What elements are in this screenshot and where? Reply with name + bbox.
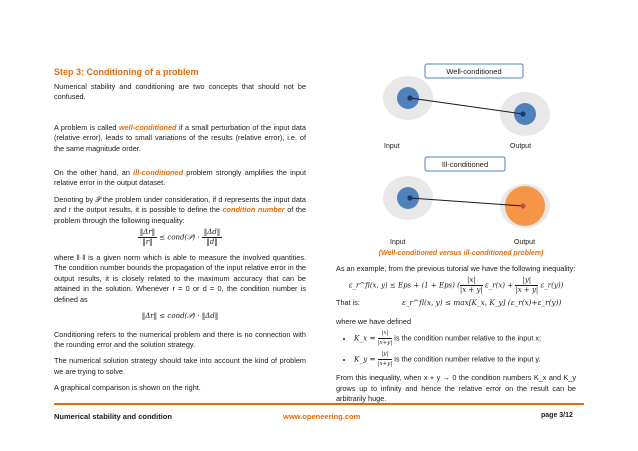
that-is-label: That is: bbox=[336, 298, 360, 308]
paragraph-example: As an example, from the previous tutorial we have the following inequality: bbox=[336, 264, 576, 273]
that-is-row bbox=[336, 298, 576, 308]
section-title: Step 3: Conditioning of a problem bbox=[54, 67, 199, 77]
kx-description: is the condition number relative to the input x; bbox=[394, 333, 542, 343]
paragraph-conditioning: Conditioning refers to the numerical problem and there is no connection with the rounding error and the solution strategy. bbox=[54, 329, 306, 349]
fraction-x bbox=[460, 276, 483, 295]
term-ill-conditioned: ill-conditioned bbox=[133, 168, 184, 178]
output-point-1 bbox=[520, 111, 525, 116]
fraction-kx bbox=[378, 329, 393, 348]
footer-website-link[interactable]: www.openeering.com bbox=[283, 412, 361, 421]
frac-num: ‖Δd‖ bbox=[203, 228, 221, 237]
paragraph-conclusion: From this inequality, when x + y → 0 the condition numbers K_x and K_y grows up to infinity and hence the relative error on the result can be arbitrarily huge. bbox=[336, 373, 576, 404]
conditioning-diagram bbox=[380, 61, 570, 252]
paragraph-ill-conditioned bbox=[54, 168, 306, 189]
equation-fl-bound: ε_r^fl(x, y) ≤ Eps + (1 + Eps) ( $\frac{|x|}{|x + y|}$ ε_r(x) + $\frac{|y|}{|x + y|}$ ε_r(y)) bbox=[348, 276, 564, 295]
kx-symbol: K_x = bbox=[354, 333, 376, 343]
footer-title: Numerical stability and condition bbox=[54, 412, 172, 421]
frac-den: ‖d‖ bbox=[206, 238, 218, 247]
equation-max-bound: ε_r^fl(x, y) ≤ max[K_x, K_y] (ε_r(x)+ε_r(y)) bbox=[401, 298, 562, 308]
fraction-y bbox=[515, 276, 538, 295]
frac-den: ‖r‖ bbox=[142, 238, 153, 247]
equation-absolute: ‖Δr‖ ≤ cond(𝒫) · ‖Δd‖ bbox=[141, 312, 219, 321]
frac-num: |x| bbox=[378, 329, 393, 339]
paragraph-condition-number bbox=[54, 195, 306, 226]
frac-num: |y| bbox=[378, 350, 393, 360]
ky-description: is the condition number relative to the input y. bbox=[394, 354, 541, 364]
paragraph-strategy: The numerical solution strategy should take into account the kind of problem we are trying to solve. bbox=[54, 356, 306, 376]
frac-num: ‖Δr‖ bbox=[139, 228, 156, 237]
eq-mid: ≤ cond(𝒫) · bbox=[159, 233, 200, 242]
left-column bbox=[54, 66, 306, 394]
paragraph-where: where we have defined bbox=[336, 316, 412, 326]
text: if a small perturbation of the input data (relative error), leads to small variations of the results (relative error), i.e. of the same magnitude order. bbox=[54, 122, 306, 153]
text: Denoting by 𝒫 the problem under consideration, if d represents the input data and r the output results, it is possible to define the bbox=[54, 194, 306, 215]
output-label-2: Output bbox=[514, 239, 536, 246]
text: On the other hand, an bbox=[54, 168, 134, 178]
text: problem strongly amplifies the input relative error in the output dataset. bbox=[54, 168, 306, 188]
eq-lhs: ε_r^fl(x, y) ≤ Eps + (1 + Eps) bbox=[348, 281, 455, 290]
input-point-1 bbox=[407, 95, 412, 100]
definition-ky bbox=[354, 350, 576, 369]
footer-divider bbox=[54, 403, 584, 405]
fraction-ky bbox=[378, 350, 393, 369]
text: A problem is called bbox=[54, 122, 119, 132]
output-label-1: Output bbox=[510, 143, 532, 150]
frac-den: |x + y| bbox=[515, 286, 539, 295]
right-column bbox=[336, 264, 576, 404]
frac-den: |x+y| bbox=[377, 340, 393, 347]
diagram-svg bbox=[380, 61, 570, 247]
fraction-output bbox=[138, 228, 157, 247]
ill-conditioned-label: Ill-conditioned bbox=[441, 160, 489, 169]
eq-term: ε_r(x) + bbox=[485, 281, 514, 290]
well-conditioned-label: Well-conditioned bbox=[446, 67, 502, 76]
input-label-1: Input bbox=[384, 143, 400, 150]
text: of the problem through the following inequality: bbox=[54, 205, 307, 225]
output-point-2 bbox=[520, 203, 525, 208]
equation-condition-number bbox=[54, 228, 306, 247]
paragraph-norm: where ‖·‖ is a given norm which is able to measure the involved quantities. The condition number bounds the propagation of the input relative error in the output results, it is closely related to the maximum accuracy that can be attained in the solution. Whenever r = 0 or d = 0, the condition number is defined as bbox=[54, 253, 306, 304]
frac-num: |y| bbox=[515, 276, 538, 286]
eq-term: ε_r(y) bbox=[540, 281, 561, 290]
term-well-conditioned: well-conditioned bbox=[118, 122, 177, 132]
definition-kx bbox=[354, 329, 576, 348]
frac-den: |x + y| bbox=[459, 286, 483, 295]
input-point-2 bbox=[407, 195, 412, 200]
ky-symbol: K_y = bbox=[354, 354, 376, 364]
frac-den: |x+y| bbox=[377, 361, 393, 368]
diagram-caption: (Well-conditioned versus ill-conditioned problem) bbox=[378, 250, 544, 257]
fraction-input bbox=[202, 228, 223, 247]
definitions-list bbox=[336, 329, 576, 369]
term-condition-number: condition number bbox=[222, 205, 285, 215]
paragraph-stability: Numerical stability and conditioning are two concepts that should not be confused. bbox=[54, 82, 306, 102]
frac-num: |x| bbox=[460, 276, 483, 286]
paragraph-well-conditioned bbox=[54, 123, 306, 154]
page-number: page 3/12 bbox=[541, 412, 573, 419]
input-label-2: Input bbox=[390, 239, 406, 246]
paragraph-graphical: A graphical comparison is shown on the right. bbox=[54, 383, 201, 393]
